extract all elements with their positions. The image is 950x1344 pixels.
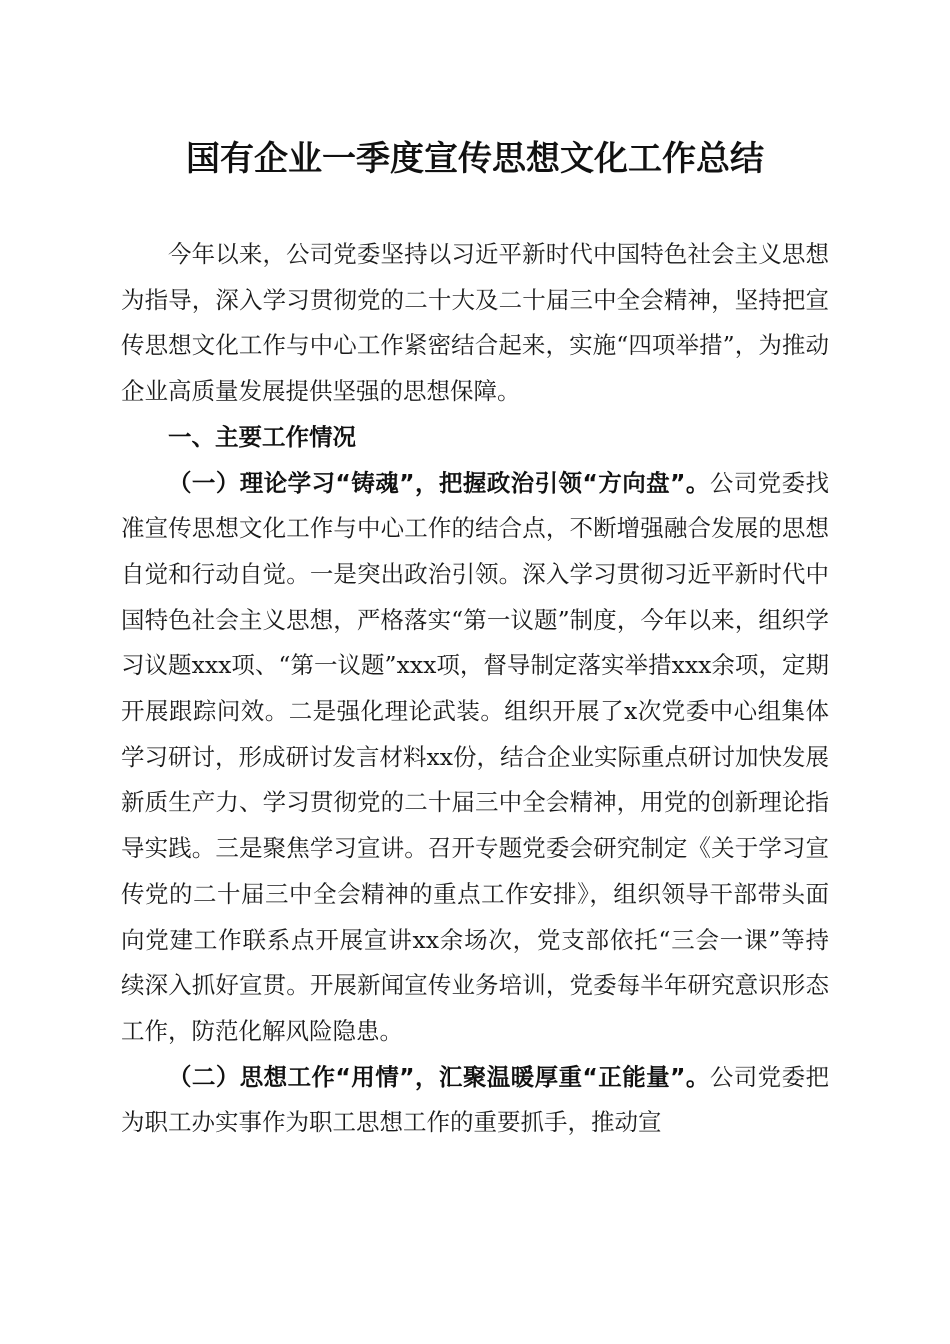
intro-paragraph: 今年以来，公司党委坚持以习近平新时代中国特色社会主义思想为指导，深入学习贯彻党的二十大及二十届三中全会精神，坚持把宣传思想文化工作与中心工作紧密结合起来，实施“四项举措”，为推动企业高质量发展提供坚强的思想保障。 xyxy=(121,240,829,406)
subheading-theory-study: （一）理论学习“铸魂”，把握政治引领“方向盘”。 xyxy=(168,468,710,497)
section-heading-main-work: 一、主要工作情况 xyxy=(168,422,356,451)
subheading-ideological-work: （二）思想工作“用情”，汇聚温暖厚重“正能量”。 xyxy=(168,1062,710,1091)
document-title: 国有企业一季度宣传思想文化工作总结 xyxy=(186,139,764,179)
theory-study-text: 公司党委找准宣传思想文化工作与中心工作的结合点，不断增强融合发展的思想自觉和行动自觉。一是突出政治引领。深入学习贯彻习近平新时代中国特色社会主义思想，严格落实“第一议题”制度，今年以来，组织学习议题xxx项、“第一议题”xxx项，督导制定落实举措xxx余项，定期开展跟踪问效。二是强化理论武装。组织开展了x次党委中心组集体学习研讨，形成研讨发言材料xx份，结合企业实际重点研讨加快发展新质生产力、学习贯彻党的二十届三中全会精神，用党的创新理论指导实践。三是聚焦学习宣讲。召开专题党委会研究制定《关于学习宣传党的二十届三中全会精神的重点工作安排》，组织领导干部带头面向党建工作联系点开展宣讲xx余场次，党支部依托“三会一课”等持续深入抓好宣贯。开展新闻宣传业务培训，党委每半年研究意识形态工作，防范化解风险隐患。 xyxy=(121,468,830,1045)
document-body xyxy=(121,232,829,1146)
ideological-work-text: 公司党委把为职工办实事作为职工思想工作的重要抓手，推动宣 xyxy=(121,1062,830,1137)
paragraph-theory-study xyxy=(121,461,829,1055)
paragraph-ideological-work xyxy=(121,1055,829,1146)
